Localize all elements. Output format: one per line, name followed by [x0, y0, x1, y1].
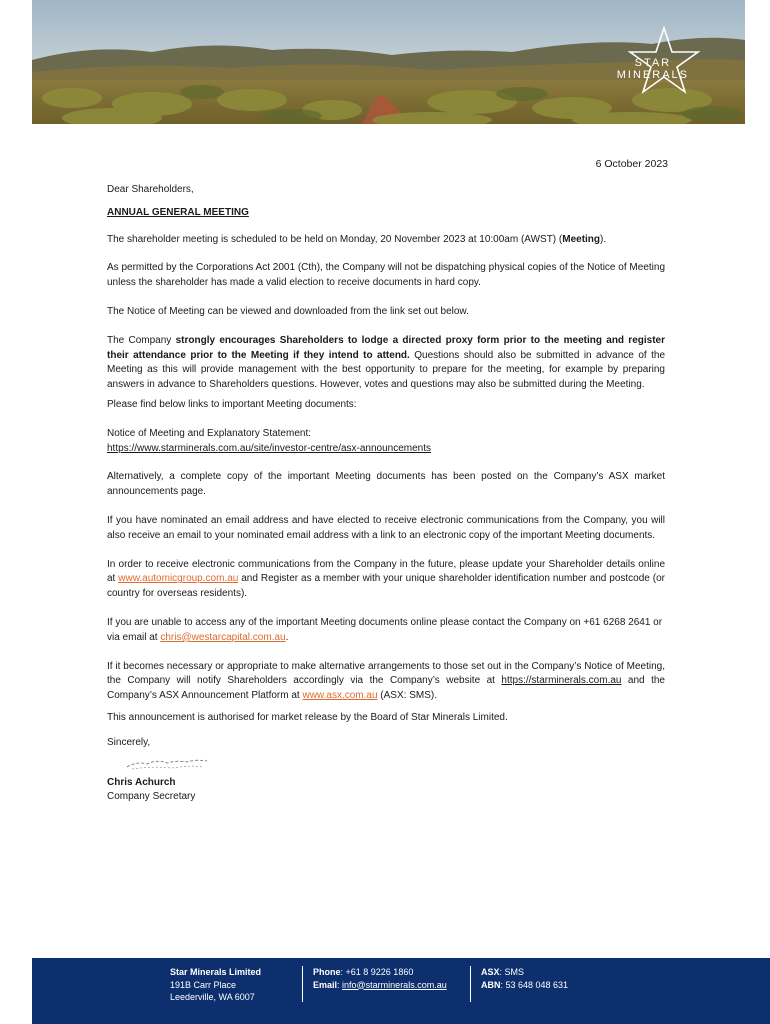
salutation: Dear Shareholders,: [107, 184, 194, 195]
paragraph-proxy: [107, 334, 665, 393]
logo-line-1: STAR: [634, 57, 672, 69]
footer-asx-value: : SMS: [499, 967, 525, 977]
paragraph-electronic-comms: [107, 558, 665, 602]
paragraph-asx-copy: Alternatively, a complete copy of the important Meeting documents has been posted on the Company’s ASX market announcements page.: [107, 471, 665, 498]
p11-start: If it becomes necessary or appropriate to make alternative arrangements to those set out in the Company’s Notice of Meeting, the Company will notify Shareholders accordingly via the Company’s website at: [107, 660, 665, 687]
footer-address-line-1: 191B Carr Place: [170, 979, 237, 990]
paragraph-notice-link-intro: The Notice of Meeting can be viewed and downloaded from the link set out below.: [107, 305, 469, 317]
footer: [32, 958, 770, 1024]
signer-name: Chris Achurch: [107, 776, 176, 788]
paragraph-alternative-arrangements: [107, 660, 665, 704]
footer-asx: [481, 966, 568, 991]
p11-mid: and the Company’s ASX Announcement Platform at: [107, 675, 665, 702]
p4-bold: strongly encourages Shareholders to lodge a directed proxy form prior to the meeting and register their attendance prior to the Meeting if they intend to attend.: [107, 334, 665, 361]
paragraph-email-nomination: If you have nominated an email address and have elected to receive electronic communications from the Company, you will also receive an email to your nominated email address with a link to an electronic copy of the important Meeting documents.: [107, 514, 665, 541]
paragraph-corporations-act: As permitted by the Corporations Act 2001 (Cth), the Company will not be dispatching physical copies of the Notice of Meeting unless the shareholder has made a valid election to receive documents in hard copy.: [107, 262, 665, 289]
email-link[interactable]: chris@westarcapital.com.au: [160, 631, 286, 643]
footer-phone-value: : +61 8 9226 1860: [340, 967, 414, 977]
footer-email-link[interactable]: info@starminerals.com.au: [342, 979, 447, 990]
footer-asx-label: ASX: [481, 967, 500, 977]
p1-text: The shareholder meeting is scheduled to be held on Monday, 20 November 2023 at 10:00am (AWST) (: [107, 233, 563, 245]
letter-body: [107, 183, 665, 805]
footer-abn-value: : 53 648 048 631: [500, 979, 569, 990]
p10-start: If you are unable to access any of the important Meeting documents online please contact the Company on +61 6268 2641 or via email at: [107, 616, 663, 643]
footer-email: [313, 979, 447, 992]
p10-end: .: [285, 631, 289, 643]
paragraph-contact: [107, 616, 665, 646]
footer-contact: [313, 966, 447, 991]
footer-divider: [302, 966, 303, 1002]
p4-start: The Company: [107, 334, 176, 346]
signature-image: [107, 751, 665, 773]
p9-rest: and Register as a member with your unique shareholder identification number and postcode (or country for overseas residents).: [107, 573, 665, 600]
p4-rest: Questions should also be submitted in advance of the Meeting as this will provide management with the best opportunity to prepare for the meeting, for example by preparing answers in advance to Shareholders questions. However, votes and questions may also be submitted during the Meeting.: [107, 349, 666, 391]
footer-phone: [313, 966, 447, 979]
footer-abn: [481, 979, 568, 992]
paragraph-meeting-date: [107, 233, 665, 248]
paragraph-notice-url: [107, 427, 665, 457]
paragraph-links-intro: Please find below links to important Meeting documents:: [107, 398, 357, 410]
footer-address-line-2: Leederville, WA 6007: [170, 992, 255, 1002]
website-link[interactable]: https://starminerals.com.au: [501, 675, 622, 687]
p1-bold: Meeting: [562, 233, 601, 245]
footer-company-name: Star Minerals Limited: [170, 967, 262, 977]
signer-title: Company Secretary: [107, 791, 196, 803]
footer-abn-label: ABN: [481, 979, 501, 990]
letter-heading: ANNUAL GENERAL MEETING: [107, 206, 249, 218]
letter-date: 6 October 2023: [595, 158, 668, 170]
closing: Sincerely,: [107, 736, 151, 748]
footer-email-label: Email: [313, 979, 338, 990]
notice-label: Notice of Meeting and Explanatory Statement:: [107, 427, 312, 439]
p9-start: In order to receive electronic communications from the Company in the future, please update your Shareholder details online at: [107, 558, 665, 585]
footer-divider: [470, 966, 471, 1002]
p1-end: ).: [600, 233, 607, 245]
footer-phone-label: Phone: [313, 967, 341, 977]
automic-link[interactable]: www.automicgroup.com.au: [118, 573, 239, 585]
footer-company: [170, 966, 261, 1004]
footer-email-separator: :: [337, 979, 343, 990]
logo-text: [617, 57, 689, 81]
p11-end: (ASX: SMS).: [377, 690, 437, 702]
logo-line-2: MINERALS: [616, 69, 689, 81]
footer-asx-code: [481, 966, 568, 979]
notice-link[interactable]: https://www.starminerals.com.au/site/investor-centre/asx-announcements: [107, 442, 432, 454]
asx-link[interactable]: www.asx.com.au: [302, 690, 378, 702]
header-banner-image: [32, 0, 745, 124]
paragraph-authorisation: This announcement is authorised for market release by the Board of Star Minerals Limited.: [107, 711, 508, 723]
